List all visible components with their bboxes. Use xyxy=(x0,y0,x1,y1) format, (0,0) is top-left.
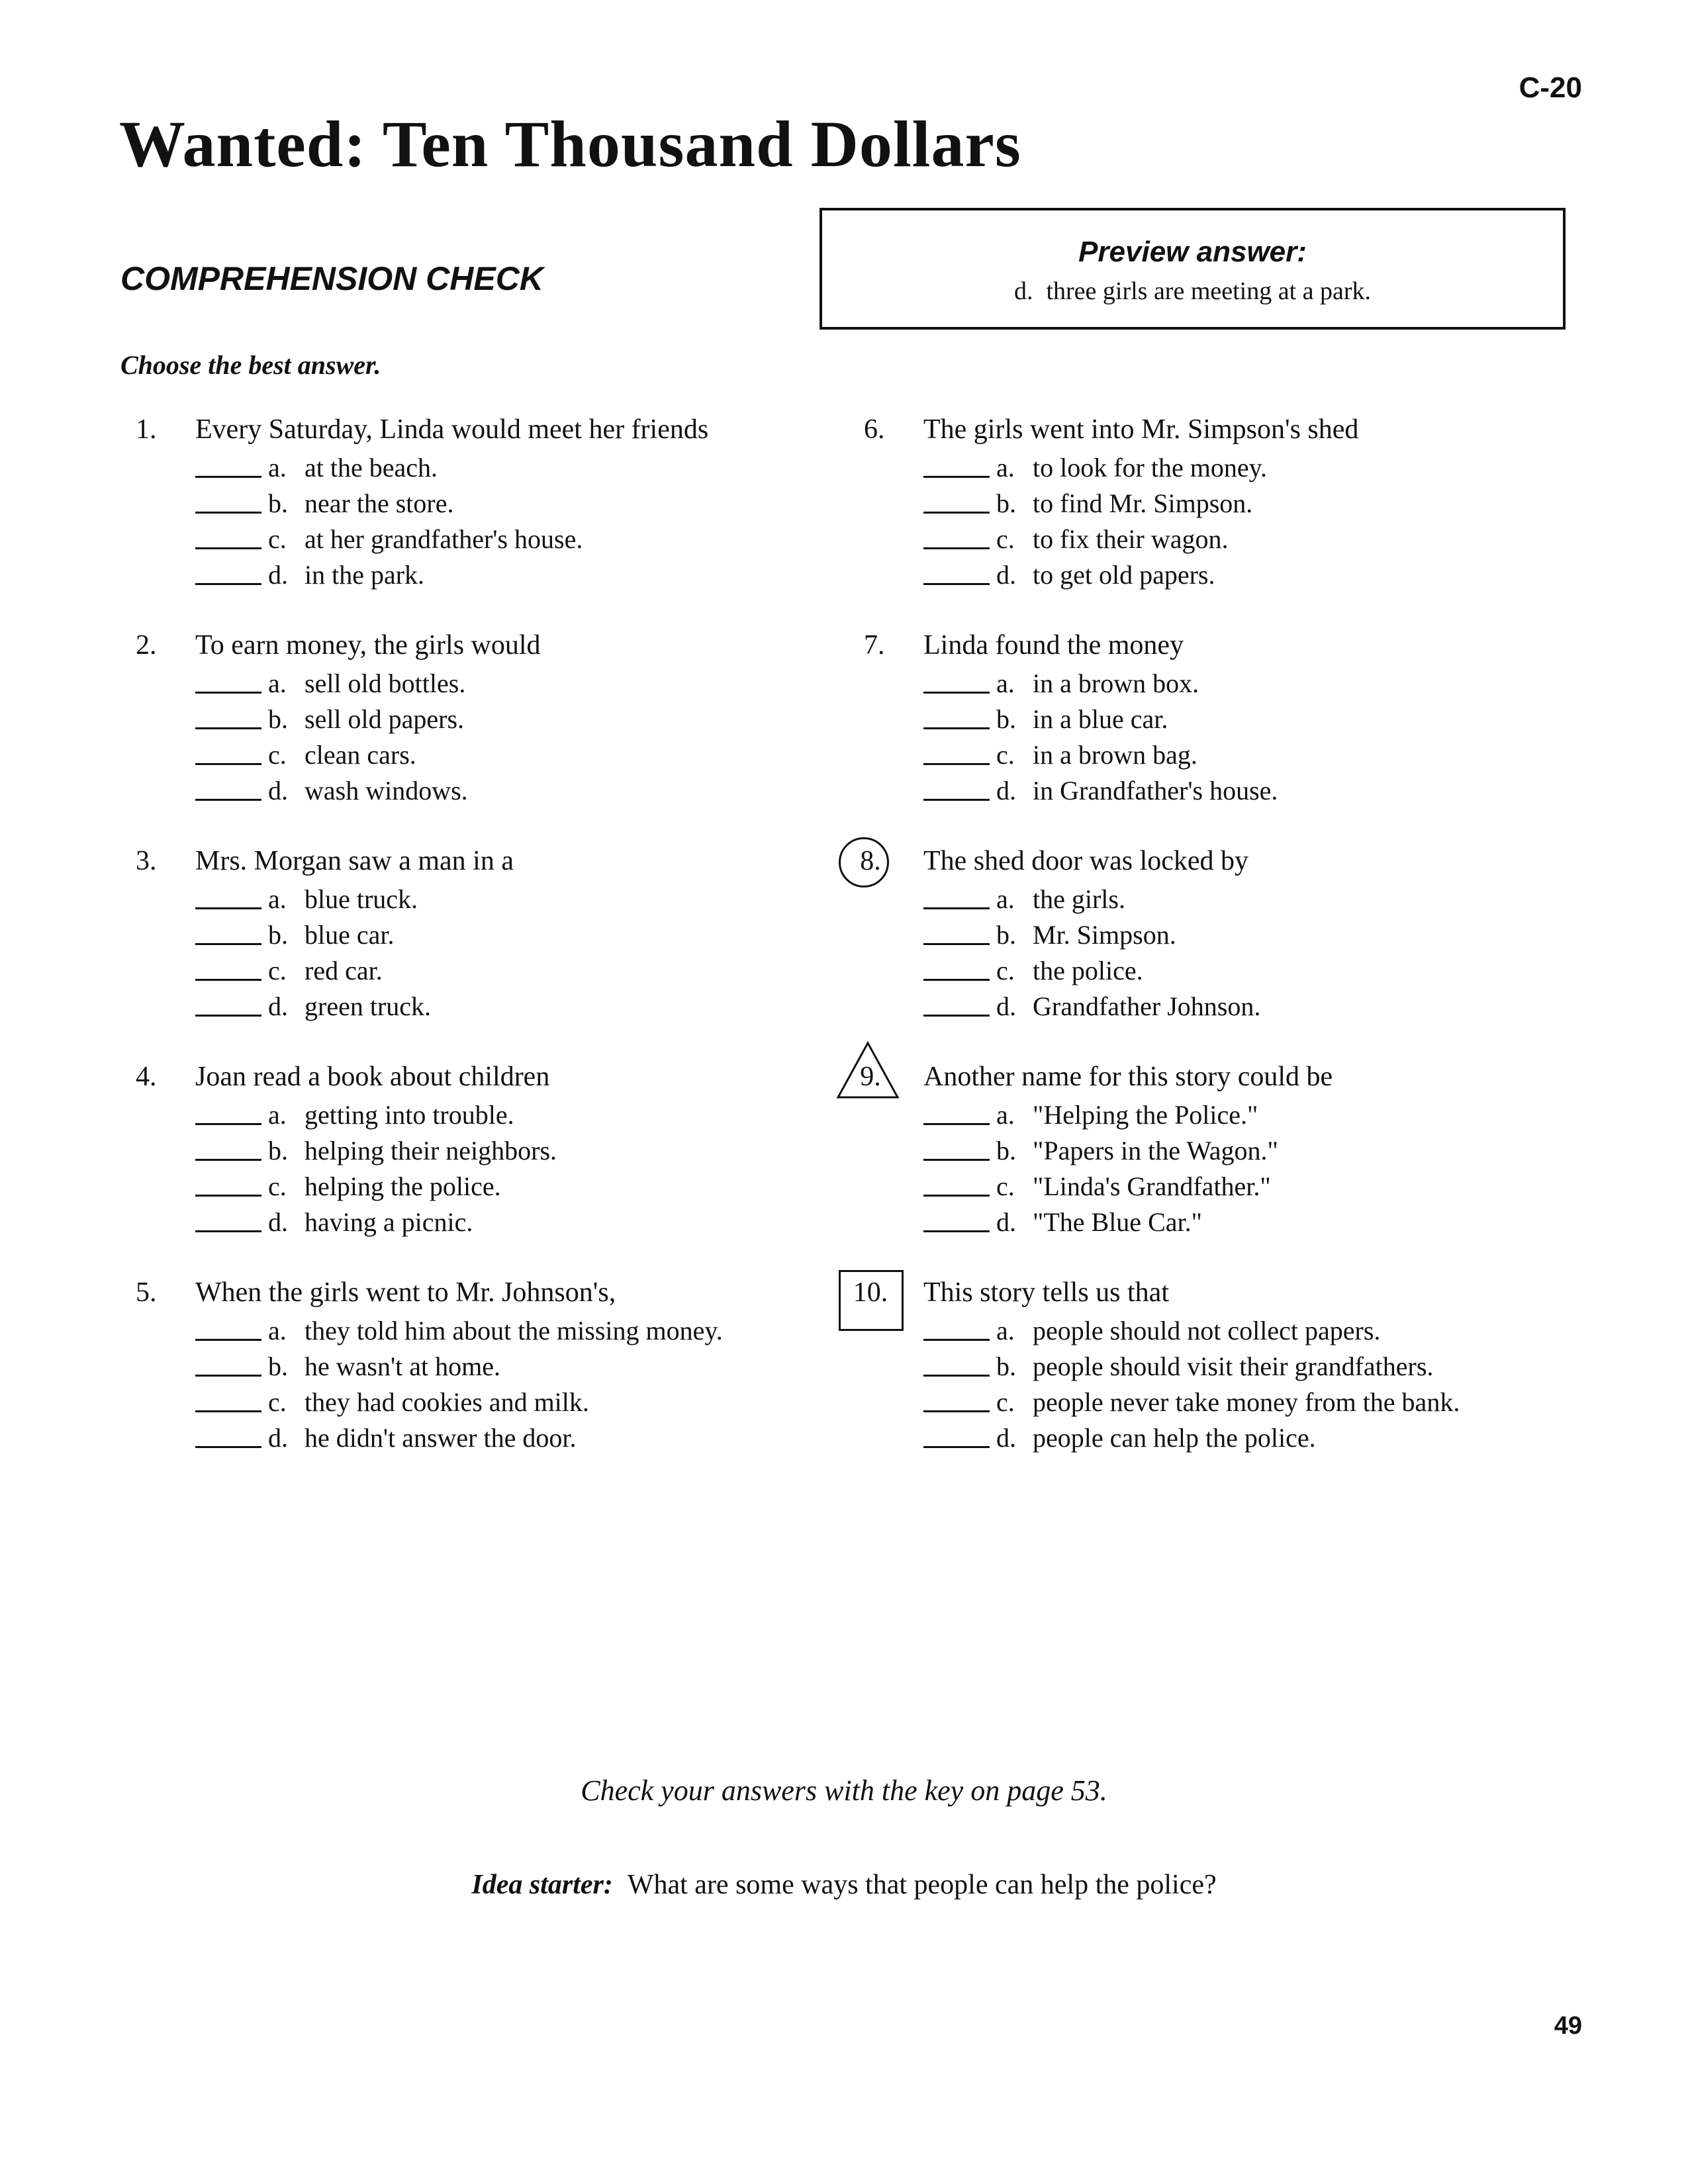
option-text: to fix their wagon. xyxy=(1033,524,1229,554)
option-text: they had cookies and milk. xyxy=(305,1387,589,1417)
answer-blank[interactable] xyxy=(923,1159,990,1161)
answer-blank[interactable] xyxy=(923,799,990,801)
answer-blank[interactable] xyxy=(195,1339,261,1341)
option-text: in a blue car. xyxy=(1033,704,1168,734)
answer-blank[interactable] xyxy=(923,512,990,514)
answer-blank[interactable] xyxy=(923,943,990,945)
option-letter: a. xyxy=(996,1316,1015,1345)
option-text: sell old papers. xyxy=(305,704,465,734)
option-text: red car. xyxy=(305,956,383,985)
option-letter: d. xyxy=(268,1207,288,1237)
option-text: the police. xyxy=(1033,956,1143,985)
question-text: When the girls went to Mr. Johnson's, xyxy=(195,1277,616,1308)
option-text: people should not collect papers. xyxy=(1033,1316,1381,1345)
option-letter: c. xyxy=(996,524,1015,554)
option-letter: b. xyxy=(996,488,1016,518)
question-text: Linda found the money xyxy=(923,630,1184,660)
option-letter: c. xyxy=(268,524,287,554)
answer-blank[interactable] xyxy=(923,1446,990,1448)
option-text: the girls. xyxy=(1033,884,1125,914)
option-text: in a brown bag. xyxy=(1033,740,1197,770)
page-title: Wanted: Ten Thousand Dollars xyxy=(119,107,1021,181)
answer-blank[interactable] xyxy=(923,763,990,765)
option-text: Mr. Simpson. xyxy=(1033,920,1176,950)
answer-blank[interactable] xyxy=(195,1230,261,1232)
option-letter: d. xyxy=(268,1423,288,1453)
option-text: blue truck. xyxy=(305,884,418,914)
option-text: having a picnic. xyxy=(305,1207,473,1237)
question-number: 10. xyxy=(853,1277,888,1308)
preview-answer-text: three girls are meeting at a park. xyxy=(1046,277,1372,305)
option-text: Grandfather Johnson. xyxy=(1033,991,1261,1021)
section-title: COMPREHENSION CHECK xyxy=(120,260,543,297)
question-text: Another name for this story could be xyxy=(923,1062,1333,1092)
option-letter: a. xyxy=(268,668,287,698)
option-text: people never take money from the bank. xyxy=(1033,1387,1460,1417)
question-number: 7. xyxy=(864,630,885,660)
option-letter: d. xyxy=(996,560,1016,590)
answer-blank[interactable] xyxy=(195,476,261,478)
answer-blank[interactable] xyxy=(923,476,990,478)
option-text: people should visit their grandfathers. xyxy=(1033,1351,1434,1381)
preview-answer-box xyxy=(820,208,1566,330)
option-letter: c. xyxy=(996,740,1015,770)
option-letter: b. xyxy=(268,920,288,950)
option-text: they told him about the missing money. xyxy=(305,1316,723,1345)
option-letter: d. xyxy=(268,991,288,1021)
option-letter: d. xyxy=(268,560,288,590)
answer-blank[interactable] xyxy=(195,799,261,801)
question-text: Every Saturday, Linda would meet her friends xyxy=(195,414,709,445)
question-number: 9. xyxy=(860,1062,881,1092)
option-letter: c. xyxy=(996,956,1015,985)
option-letter: a. xyxy=(268,453,287,482)
page-number: 49 xyxy=(1554,2012,1582,2040)
option-text: helping the police. xyxy=(305,1171,501,1201)
option-letter: b. xyxy=(996,920,1016,950)
option-text: "Helping the Police." xyxy=(1033,1100,1258,1130)
option-letter: d. xyxy=(996,991,1016,1021)
option-text: at the beach. xyxy=(305,453,438,482)
option-text: he wasn't at home. xyxy=(305,1351,501,1381)
answer-blank[interactable] xyxy=(923,583,990,585)
option-letter: b. xyxy=(268,704,288,734)
question-text: This story tells us that xyxy=(923,1277,1169,1308)
answer-blank[interactable] xyxy=(195,512,261,514)
option-letter: a. xyxy=(996,668,1015,698)
option-text: sell old bottles. xyxy=(305,668,466,698)
option-text: helping their neighbors. xyxy=(305,1136,557,1165)
option-letter: c. xyxy=(268,740,287,770)
page-code: C-20 xyxy=(1519,71,1582,104)
answer-blank[interactable] xyxy=(923,692,990,694)
answer-blank[interactable] xyxy=(923,907,990,909)
option-text: clean cars. xyxy=(305,740,416,770)
option-text: at her grandfather's house. xyxy=(305,524,583,554)
option-text: getting into trouble. xyxy=(305,1100,514,1130)
option-text: green truck. xyxy=(305,991,432,1021)
answer-blank[interactable] xyxy=(195,1159,261,1161)
option-text: "The Blue Car." xyxy=(1033,1207,1202,1237)
option-letter: c. xyxy=(268,956,287,985)
option-text: "Linda's Grandfather." xyxy=(1033,1171,1271,1201)
option-text: people can help the police. xyxy=(1033,1423,1316,1453)
answer-blank[interactable] xyxy=(195,1410,261,1412)
option-text: in a brown box. xyxy=(1033,668,1199,698)
question-text: To earn money, the girls would xyxy=(195,630,541,660)
answer-blank[interactable] xyxy=(195,727,261,729)
question-text: Joan read a book about children xyxy=(195,1062,550,1092)
answer-blank[interactable] xyxy=(195,979,261,981)
option-letter: b. xyxy=(268,1351,288,1381)
answer-blank[interactable] xyxy=(195,1195,261,1197)
question-number: 6. xyxy=(864,414,885,445)
answer-blank[interactable] xyxy=(195,692,261,694)
answer-blank[interactable] xyxy=(923,1339,990,1341)
option-letter: a. xyxy=(268,884,287,914)
option-letter: c. xyxy=(996,1171,1015,1201)
option-letter: b. xyxy=(996,704,1016,734)
option-letter: d. xyxy=(268,776,288,805)
answer-blank[interactable] xyxy=(195,1375,261,1377)
option-letter: c. xyxy=(268,1171,287,1201)
answer-blank[interactable] xyxy=(923,979,990,981)
option-text: "Papers in the Wagon." xyxy=(1033,1136,1278,1165)
option-letter: d. xyxy=(996,1207,1016,1237)
preview-answer-letter: d. xyxy=(1013,277,1033,305)
answer-blank[interactable] xyxy=(923,1015,990,1017)
option-letter: d. xyxy=(996,1423,1016,1453)
answer-blank[interactable] xyxy=(923,1195,990,1197)
option-letter: b. xyxy=(268,1136,288,1165)
answer-blank[interactable] xyxy=(923,547,990,549)
option-text: in the park. xyxy=(305,560,425,590)
question-text: Mrs. Morgan saw a man in a xyxy=(195,846,514,876)
question-number: 2. xyxy=(136,630,157,660)
answer-blank[interactable] xyxy=(923,1375,990,1377)
answer-blank[interactable] xyxy=(923,1230,990,1232)
answer-blank[interactable] xyxy=(195,547,261,549)
answer-blank[interactable] xyxy=(195,1446,261,1448)
option-letter: c. xyxy=(268,1387,287,1417)
option-letter: a. xyxy=(996,1100,1015,1130)
idea-starter-label: Idea starter: xyxy=(471,1870,613,1900)
answer-blank[interactable] xyxy=(195,583,261,585)
option-letter: b. xyxy=(996,1136,1016,1165)
option-letter: b. xyxy=(268,488,288,518)
option-letter: a. xyxy=(996,453,1015,482)
instruction: Choose the best answer. xyxy=(120,350,381,380)
option-text: to get old papers. xyxy=(1033,560,1215,590)
answer-blank[interactable] xyxy=(923,1410,990,1412)
option-letter: b. xyxy=(996,1351,1016,1381)
option-letter: d. xyxy=(996,776,1016,805)
option-text: blue car. xyxy=(305,920,395,950)
option-letter: a. xyxy=(996,884,1015,914)
option-letter: a. xyxy=(268,1100,287,1130)
question-number: 5. xyxy=(136,1277,157,1308)
answer-blank[interactable] xyxy=(195,1123,261,1125)
preview-heading: Preview answer: xyxy=(1078,236,1307,268)
option-text: in Grandfather's house. xyxy=(1033,776,1278,805)
idea-starter-text: What are some ways that people can help the police? xyxy=(627,1870,1217,1900)
option-text: near the store. xyxy=(305,488,454,518)
preview-answer xyxy=(822,277,1563,306)
question-text: The shed door was locked by xyxy=(923,846,1249,876)
idea-starter xyxy=(0,1869,1688,1901)
question-number: 1. xyxy=(136,414,157,445)
option-text: to look for the money. xyxy=(1033,453,1268,482)
answer-blank[interactable] xyxy=(195,763,261,765)
answer-blank[interactable] xyxy=(923,727,990,729)
question-number: 4. xyxy=(136,1062,157,1092)
answer-blank[interactable] xyxy=(195,943,261,945)
option-letter: c. xyxy=(996,1387,1015,1417)
option-text: he didn't answer the door. xyxy=(305,1423,577,1453)
question-number: 3. xyxy=(136,846,157,876)
answer-key-note: Check your answers with the key on page 53. xyxy=(581,1774,1107,1807)
answer-blank[interactable] xyxy=(195,907,261,909)
question-text: The girls went into Mr. Simpson's shed xyxy=(923,414,1359,445)
answer-blank[interactable] xyxy=(923,1123,990,1125)
option-letter: a. xyxy=(268,1316,287,1345)
question-number: 8. xyxy=(860,846,881,876)
option-text: wash windows. xyxy=(305,776,468,805)
answer-blank[interactable] xyxy=(195,1015,261,1017)
option-text: to find Mr. Simpson. xyxy=(1033,488,1253,518)
